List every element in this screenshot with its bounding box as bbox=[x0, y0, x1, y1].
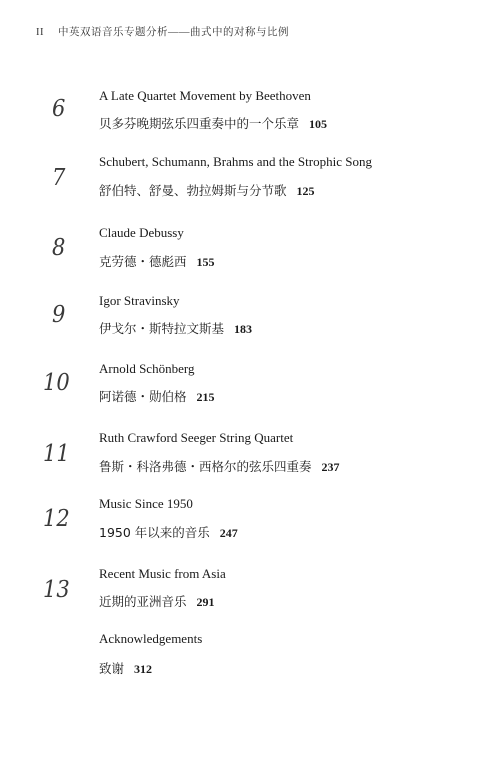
chapter-page-ref: 215 bbox=[196, 390, 215, 404]
chapter-page-ref: 155 bbox=[196, 255, 215, 269]
chapter-title-en: Music Since 1950 bbox=[99, 496, 193, 511]
chapter-number: 11 bbox=[43, 440, 70, 467]
chapter-number: 8 bbox=[52, 234, 66, 261]
chapter-number: 6 bbox=[52, 95, 66, 122]
chapter-number: 9 bbox=[52, 301, 66, 328]
chapter-page-ref: 125 bbox=[296, 184, 315, 198]
chapter-title-en: Schubert, Schumann, Brahms and the Strophic Song bbox=[99, 154, 372, 169]
chapter-title-zh-line bbox=[99, 114, 327, 132]
chapter-title-zh-line bbox=[99, 523, 238, 541]
chapter-title-zh: 阿诺德・勋伯格 bbox=[99, 389, 187, 404]
chapter-title-zh-line bbox=[99, 252, 215, 270]
chapter-title-zh-line bbox=[99, 457, 340, 475]
chapter-title-zh-line bbox=[99, 319, 252, 337]
chapter-number: 13 bbox=[43, 576, 70, 603]
chapter-title-zh-line bbox=[99, 181, 315, 199]
chapter-title-zh: 舒伯特、舒曼、勃拉姆斯与分节歌 bbox=[99, 183, 287, 198]
chapter-page-ref: 247 bbox=[219, 526, 238, 540]
header-page-number: II bbox=[36, 27, 44, 38]
chapter-number: 7 bbox=[52, 164, 66, 191]
chapter-title-zh: 克劳德・德彪西 bbox=[99, 254, 187, 269]
chapter-title-zh: 致谢 bbox=[99, 661, 125, 676]
chapter-title-en: Igor Stravinsky bbox=[99, 293, 180, 308]
chapter-title-en: Arnold Schönberg bbox=[99, 361, 195, 376]
chapter-title-en: Acknowledgements bbox=[99, 631, 203, 646]
chapter-page-ref: 105 bbox=[309, 117, 328, 131]
chapter-title-zh: 鲁斯・科洛弗德・西格尔的弦乐四重奏 bbox=[99, 459, 312, 474]
chapter-title-en: Ruth Crawford Seeger String Quartet bbox=[99, 430, 294, 445]
chapter-title-zh: 近期的亚洲音乐 bbox=[99, 594, 187, 609]
chapter-title-en: Claude Debussy bbox=[99, 225, 184, 240]
chapter-title-zh: 贝多芬晚期弦乐四重奏中的一个乐章 bbox=[99, 116, 300, 131]
chapter-number: 10 bbox=[43, 369, 70, 396]
chapter-number: 12 bbox=[43, 505, 70, 532]
chapter-title-zh-line bbox=[99, 592, 215, 610]
chapter-page-ref: 312 bbox=[134, 662, 153, 676]
chapter-page-ref: 237 bbox=[321, 460, 340, 474]
chapter-title-en: A Late Quartet Movement by Beethoven bbox=[99, 88, 311, 103]
running-header bbox=[36, 24, 289, 39]
chapter-title-zh: 1950 年以来的音乐 bbox=[99, 525, 210, 540]
chapter-page-ref: 183 bbox=[234, 322, 253, 336]
chapter-title-en: Recent Music from Asia bbox=[99, 566, 226, 581]
chapter-title-zh-line bbox=[99, 387, 215, 405]
chapter-title-zh-line bbox=[99, 659, 152, 677]
header-running-title: 中英双语音乐专题分析——曲式中的对称与比例 bbox=[58, 27, 289, 38]
chapter-page-ref: 291 bbox=[196, 595, 215, 609]
chapter-title-zh: 伊戈尔・斯特拉文斯基 bbox=[99, 321, 225, 336]
